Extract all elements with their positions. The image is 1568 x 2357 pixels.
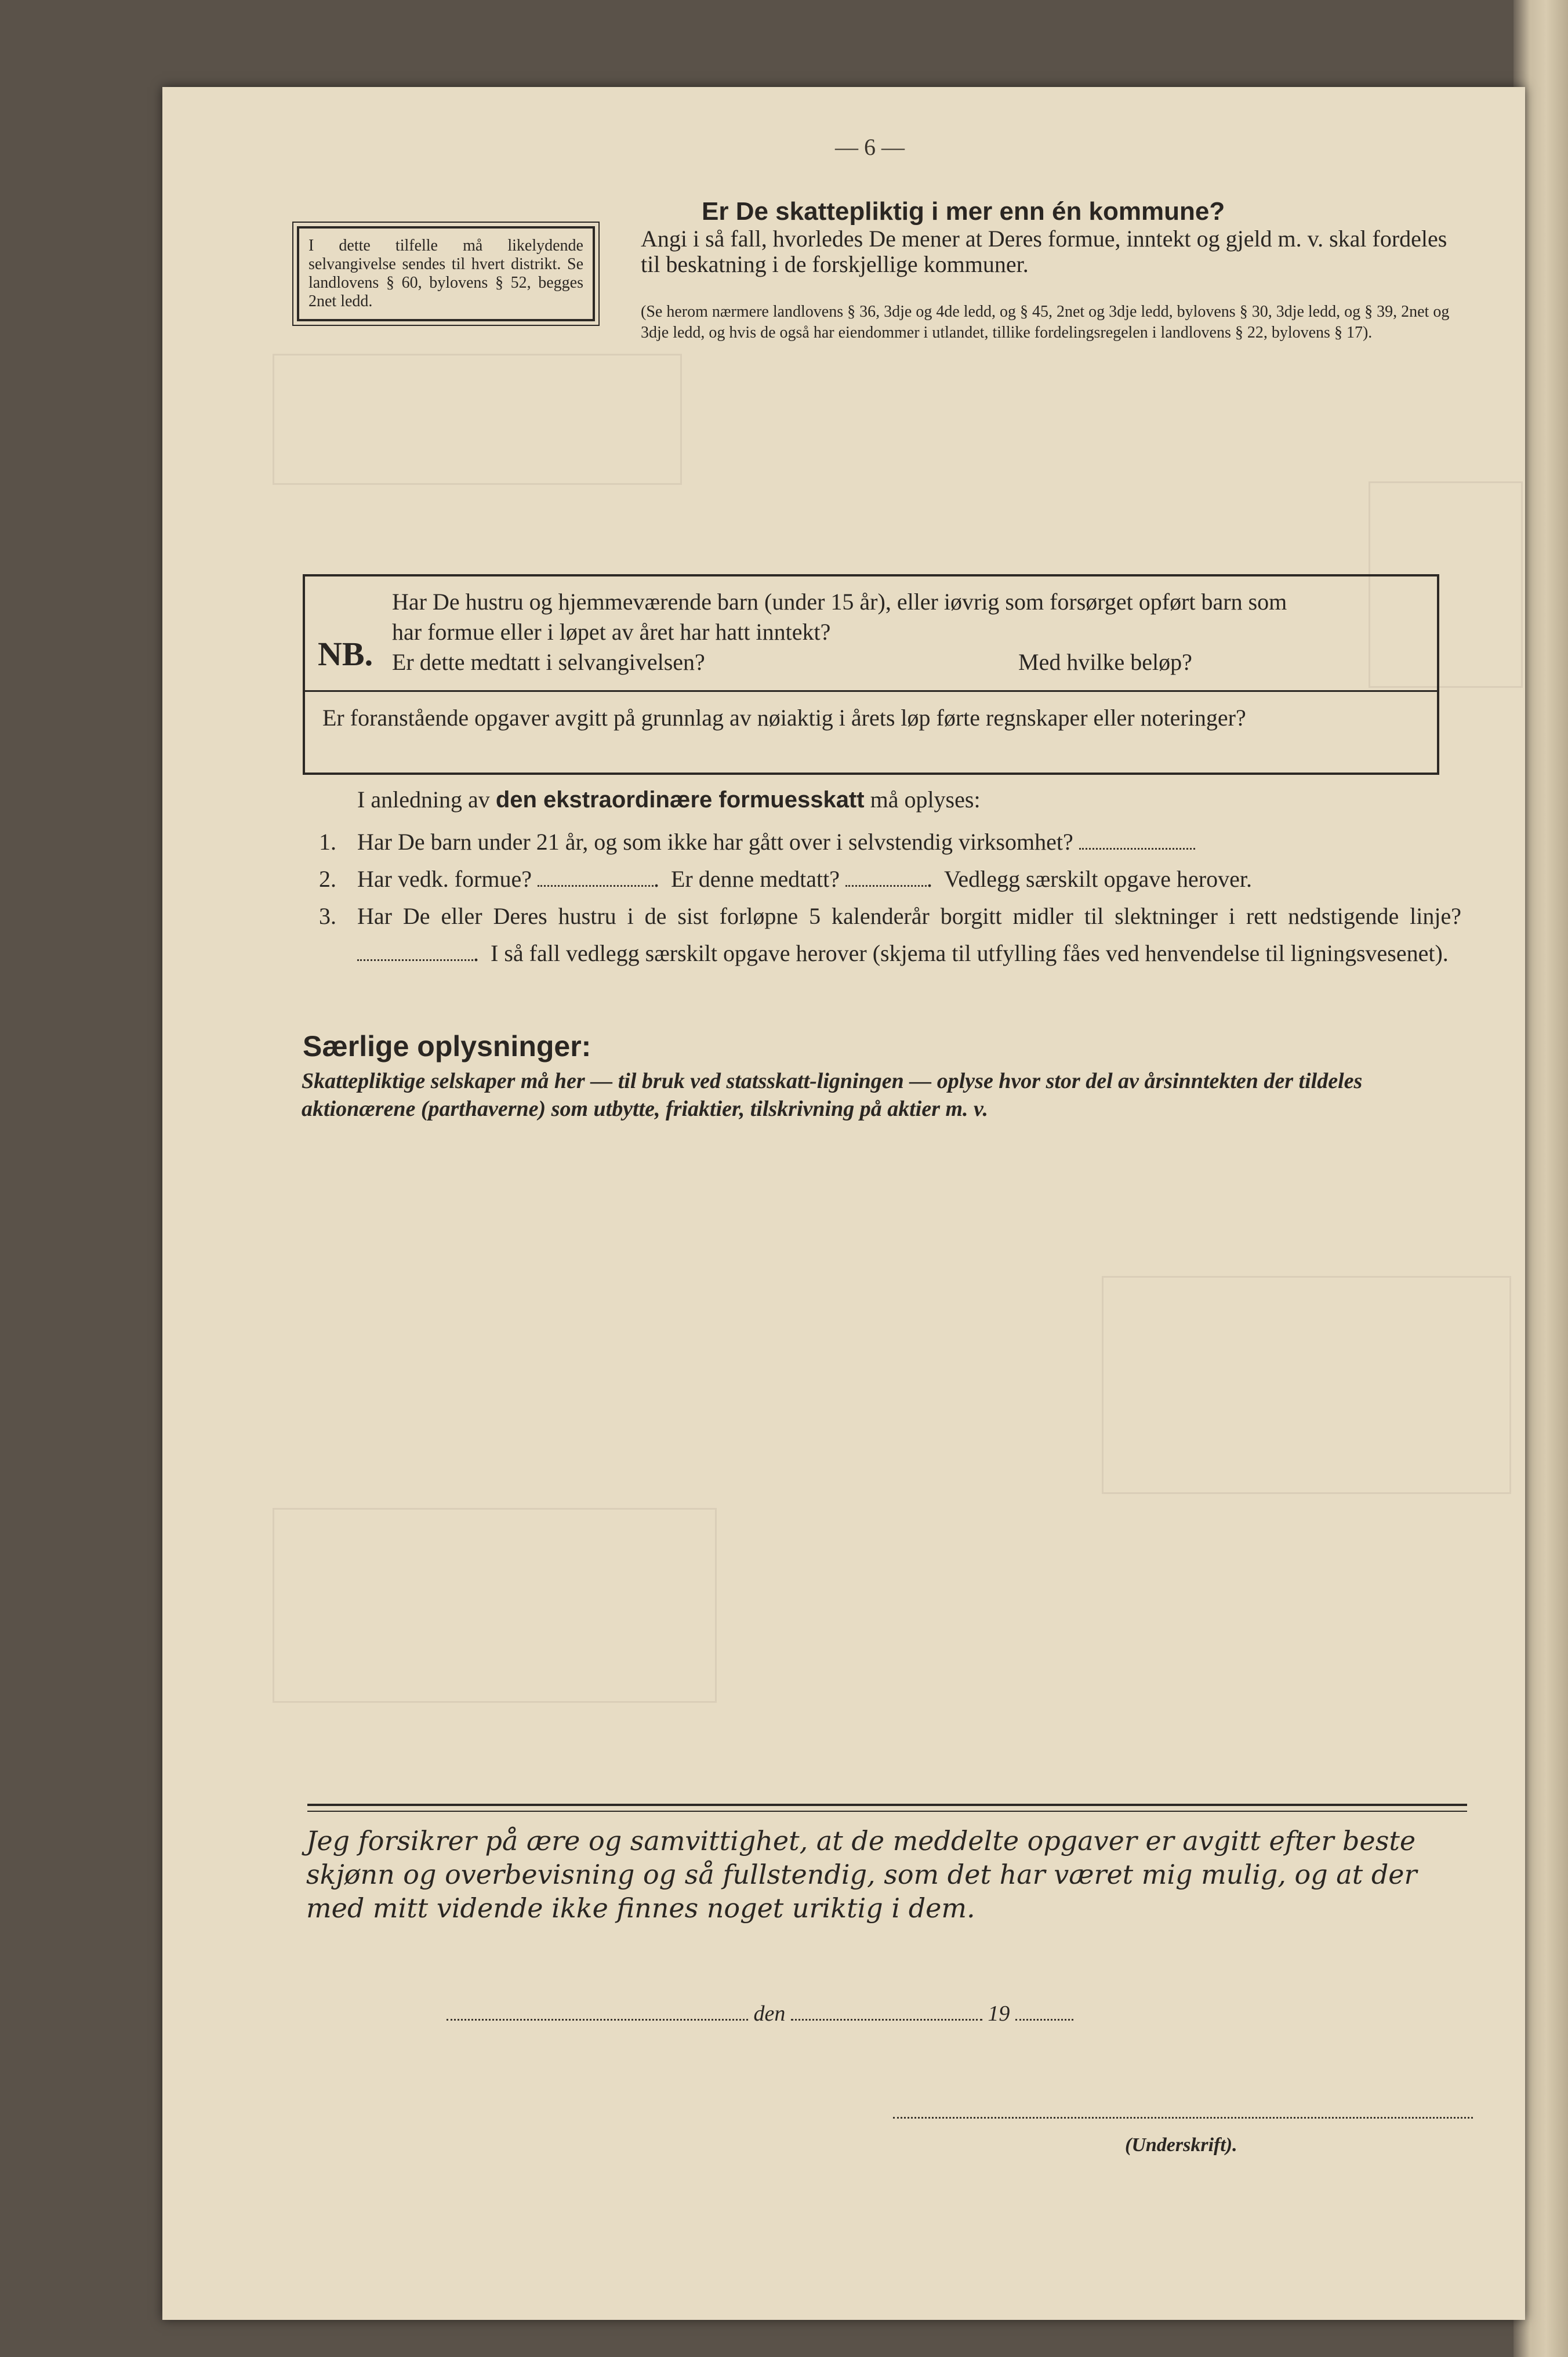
date-den-label: den xyxy=(753,2001,786,2026)
municipality-question-title: Er De skattepliktig i mer enn én kommune? xyxy=(702,197,1225,226)
date-year-prefix: 19 xyxy=(988,2001,1010,2026)
nb-divider xyxy=(305,690,1437,692)
extraordinary-intro-bold: den ekstraordinære formuesskatt xyxy=(495,787,865,813)
form-page xyxy=(162,87,1525,2320)
answer-field-fortune[interactable] xyxy=(538,870,654,887)
item-number: 2. xyxy=(319,866,336,892)
item-text: Har De barn under 21 år, og som ikke har gått over i selvstendig virksomhet? xyxy=(357,829,1073,855)
date-line xyxy=(447,2001,1311,2026)
side-note-box: I dette tilfelle må likelydende selvangivelse sendes til hvert distrikt. Se landlovens § 60, bylovens § 52, begges 2net ledd. xyxy=(297,226,595,321)
double-rule-bottom xyxy=(307,1811,1467,1812)
extraordinary-tax-intro xyxy=(357,786,981,813)
item-text: Er denne medtatt? xyxy=(670,866,840,892)
nb-question-line-2: har formue eller i løpet av året har hatt inntekt? xyxy=(392,619,831,645)
answer-field-children[interactable] xyxy=(1079,833,1195,850)
nb-box xyxy=(303,574,1439,775)
list-item: 3. Har De eller Deres hustru i de sist forløpne 5 kalenderår borgitt midler til slektninger i rett nedstigende linje? . I så fall vedlegg særskilt opgave herover (skjema til utfylling fåes ved henvendelse til ligningsvesenet). xyxy=(319,898,1461,972)
nb-question-line-3b: Med hvilke beløp? xyxy=(1018,649,1192,675)
special-info-text: Skattepliktige selskaper må her — til bruk ved statsskatt-ligningen — oplyse hvor stor del av årsinntekten der tildeles aktionærene (parthaverne) som utbytte, friaktier, tilskrivning på aktier m. v. xyxy=(302,1069,1363,1121)
item-text: Vedlegg særskilt opgave herover. xyxy=(943,866,1252,892)
show-through-box xyxy=(273,354,682,485)
oath-statement: Jeg forsikrer på ære og samvittighet, at de meddelte opgaver er avgitt efter beste skjønn og overbevisning og så fullstendig, som det har været mig mulig, og at der med mitt vidende ikke finnes noget uriktig i dem. xyxy=(306,1825,1417,1924)
double-rule-top xyxy=(307,1804,1467,1806)
answer-field-gifts[interactable] xyxy=(357,944,473,961)
nb-records-question: Er foranstående opgaver avgitt på grunnlag av nøiaktig i årets løp førte regnskaper eller noteringer? xyxy=(322,705,1246,731)
item-text: I så fall vedlegg særskilt opgave herover (skjema til utfylling fåes ved henvendelse til ligningsvesenet). xyxy=(491,940,1449,966)
year-field[interactable] xyxy=(1015,2004,1073,2021)
extraordinary-intro-post: må oplyses: xyxy=(870,786,981,813)
item-number: 3. xyxy=(319,903,336,929)
show-through-box xyxy=(1102,1276,1511,1494)
show-through-box xyxy=(273,1508,717,1703)
item-text: Har vedk. formue? xyxy=(357,866,532,892)
answer-field-included[interactable] xyxy=(845,870,927,887)
extraordinary-intro-pre: I anledning av xyxy=(357,786,490,813)
extraordinary-question-list xyxy=(319,824,1461,972)
item-number: 1. xyxy=(319,829,336,855)
nb-mark: NB. xyxy=(318,635,373,673)
nb-question-line-1: Har De hustru og hjemmeværende barn (under 15 år), eller iøvrig som forsørget opført barn som xyxy=(392,589,1287,615)
signature-label: (Underskrift). xyxy=(1125,2134,1237,2156)
item-text: Har De eller Deres hustru i de sist forløpne 5 kalenderår borgitt midler til slektninger i rett nedstigende linje? xyxy=(357,903,1461,929)
date-field[interactable] xyxy=(791,2004,982,2021)
signature-field[interactable] xyxy=(893,2117,1473,2119)
list-item: 2. Har vedk. formue? . Er denne medtatt? . Vedlegg særskilt opgave herover. xyxy=(319,861,1461,898)
nb-question-line-3a: Er dette medtatt i selvangivelsen? xyxy=(392,649,705,675)
municipality-question-text: Angi i så fall, hvorledes De mener at Deres formue, inntekt og gjeld m. v. skal fordeles til beskatning i de forskjellige kommuner. xyxy=(641,226,1447,277)
special-info-heading: Særlige oplysninger: xyxy=(303,1030,591,1063)
list-item xyxy=(319,824,1461,861)
place-field[interactable] xyxy=(447,2004,748,2021)
page-number: — 6 — xyxy=(835,134,905,160)
municipality-question-reference: (Se herom nærmere landlovens § 36, 3dje og 4de ledd, og § 45, 2net og 3dje ledd, bylovens § 30, 3dje ledd, og § 39, 2net og 3dje ledd, og hvis de også har eiendommer i utlandet, tillike fordelingsregelen i landlovens § 22, bylovens § 17). xyxy=(641,303,1450,342)
